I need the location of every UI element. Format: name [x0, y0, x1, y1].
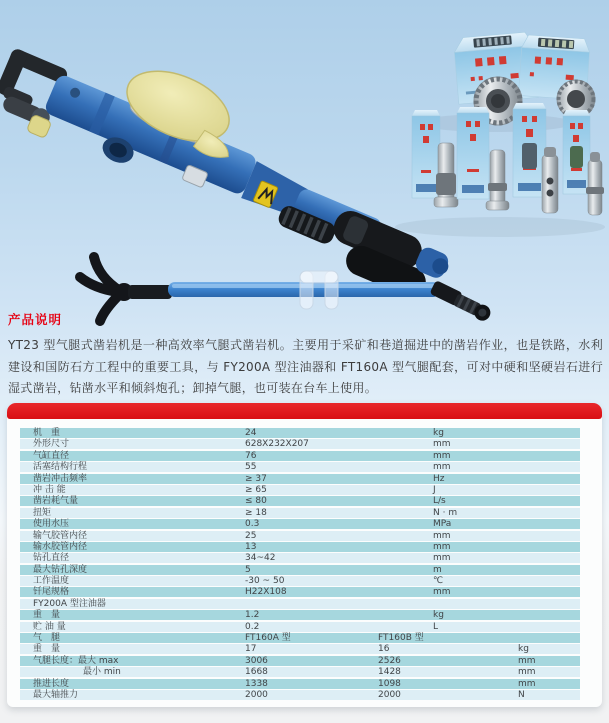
spec-label: 气腿长度：最大 max: [33, 655, 119, 666]
spec-table: [20, 428, 580, 701]
spec-row: [20, 576, 580, 586]
spec-value: 1668: [245, 667, 268, 678]
spec-label: 气缸直径: [33, 450, 70, 461]
spec-unit: N: [518, 689, 525, 700]
spec-row: [20, 531, 580, 541]
spec-value: 16: [378, 644, 390, 655]
description-section: [8, 310, 603, 400]
spec-unit: mm: [518, 678, 536, 689]
spec-label: 最大钻孔深度: [33, 564, 88, 575]
spec-row: [20, 542, 580, 552]
spec-row: [20, 667, 580, 677]
spec-unit: mm: [433, 587, 451, 598]
spec-value: 1098: [378, 678, 401, 689]
spec-value: 2526: [378, 655, 401, 666]
spec-row: [20, 508, 580, 518]
spec-unit: mm: [433, 462, 451, 473]
spec-value: FT160B 型: [378, 633, 424, 644]
spec-value: 628X232X207: [245, 439, 309, 450]
spec-row: [20, 553, 580, 563]
spec-unit: kg: [433, 428, 444, 438]
valve-part: [542, 147, 558, 213]
spec-unit: m: [433, 564, 442, 575]
spec-label: 活塞结构行程: [33, 462, 88, 473]
spec-value: 1428: [378, 667, 401, 678]
spec-label: 扭矩: [33, 507, 52, 518]
spec-value: 5: [245, 564, 251, 575]
spec-value: 24: [245, 428, 257, 438]
spec-unit: mm: [433, 530, 451, 541]
spec-value: 25: [245, 530, 257, 541]
section-title: 产品说明: [8, 312, 63, 327]
spec-label: 使用水压: [33, 519, 70, 530]
spec-value: ≥ 37: [245, 473, 267, 484]
spec-label: 最小 min: [83, 667, 121, 678]
spec-row: [20, 587, 580, 597]
spec-label: 输气胶管内径: [33, 530, 88, 541]
spec-unit: MPa: [433, 519, 452, 530]
spec-row: [20, 428, 580, 438]
spec-label: 工作温度: [33, 576, 70, 587]
spec-row: [20, 451, 580, 461]
spec-value: 2000: [245, 689, 268, 700]
spec-value: 1.2: [245, 610, 260, 621]
spec-unit: [505, 633, 580, 644]
spec-unit: mm: [433, 439, 451, 450]
spec-row: [20, 462, 580, 472]
piston-part: [486, 150, 509, 210]
valve-part: [586, 152, 604, 215]
spec-row: [20, 610, 580, 620]
spec-unit: kg: [433, 610, 444, 621]
product-description-text: YT23 型气腿式凿岩机是一种高效率气腿式凿岩机。主要用于采矿和巷道掘进中的凿岩作业，也是铁路，水利建设和国防石方工程中的重要工具，与 FY200A 型注油器和 FT160A 型气腿配套，可对中硬和坚硬岩石进行湿式凿岩，钻凿水平和倾斜炮孔；卸掉气腿，也可装在台车上使用。: [8, 338, 603, 395]
spec-label: 输水胶管内径: [33, 541, 88, 552]
spec-value: 13: [245, 541, 257, 552]
spec-value: [232, 599, 420, 610]
spec-value: 1338: [245, 678, 268, 689]
spec-row: [20, 474, 580, 484]
spec-label: 钎尾规格: [33, 587, 70, 598]
spec-row: [20, 644, 580, 654]
spec-value: ≥ 18: [245, 507, 267, 518]
spec-label: 重 量: [33, 610, 61, 621]
spec-value: H22X108: [245, 587, 287, 598]
spec-label: 重 量: [33, 644, 61, 655]
spec-unit: ℃: [433, 576, 444, 587]
spec-value: -30 ~ 50: [245, 576, 285, 587]
spec-row: [20, 656, 580, 666]
spec-value: ≤ 80: [245, 496, 267, 507]
spec-value: 2000: [378, 689, 401, 700]
spec-label: 外形尺寸: [33, 439, 70, 450]
spec-value: 17: [245, 644, 257, 655]
spec-row: [20, 633, 580, 643]
spec-row: [20, 565, 580, 575]
spec-value: 0.2: [245, 621, 260, 632]
spec-row: [20, 439, 580, 449]
spec-label: 贮 油 量: [33, 621, 66, 632]
spec-unit: J: [433, 484, 436, 495]
accessory-parts-photo: [385, 15, 609, 245]
spec-unit: N · m: [433, 507, 458, 518]
spec-value: 34~42: [245, 553, 276, 564]
spec-value: 3006: [245, 655, 268, 666]
spec-row: [20, 622, 580, 632]
spec-label: 机 重: [33, 428, 61, 438]
spec-label: 气 腿: [33, 633, 61, 644]
spec-label: 推进长度: [33, 678, 70, 689]
spec-unit: [420, 599, 580, 610]
spec-unit: mm: [433, 553, 451, 564]
spec-row: [20, 496, 580, 506]
spec-label: 凿岩耗气量: [33, 496, 79, 507]
spec-row: [20, 690, 580, 700]
spec-unit: mm: [433, 541, 451, 552]
spec-row: [20, 679, 580, 689]
spec-panel: [7, 403, 602, 707]
spec-label: 冲 击 能: [33, 484, 66, 495]
spec-value: ≥ 65: [245, 484, 267, 495]
red-divider-bar: [7, 403, 602, 419]
spec-unit: mm: [433, 450, 451, 461]
spec-label: 钻孔直径: [33, 553, 70, 564]
spec-value: 0.3: [245, 519, 260, 530]
spec-unit: L: [433, 621, 439, 632]
spec-unit: Hz: [433, 473, 445, 484]
spec-value: 55: [245, 462, 257, 473]
spec-value: FT160A 型: [245, 633, 291, 644]
spec-row: [20, 599, 580, 609]
spec-row: [20, 519, 580, 529]
spec-row: [20, 485, 580, 495]
spec-unit: mm: [518, 667, 536, 678]
spec-unit: L/s: [433, 496, 446, 507]
spec-label: 最大轴推力: [33, 689, 79, 700]
spec-unit: mm: [518, 655, 536, 666]
spec-label: FY200A 型注油器: [33, 598, 106, 609]
spec-label: 凿岩冲击频率: [33, 473, 88, 484]
spec-value: 76: [245, 450, 257, 461]
spec-unit: kg: [518, 644, 529, 655]
